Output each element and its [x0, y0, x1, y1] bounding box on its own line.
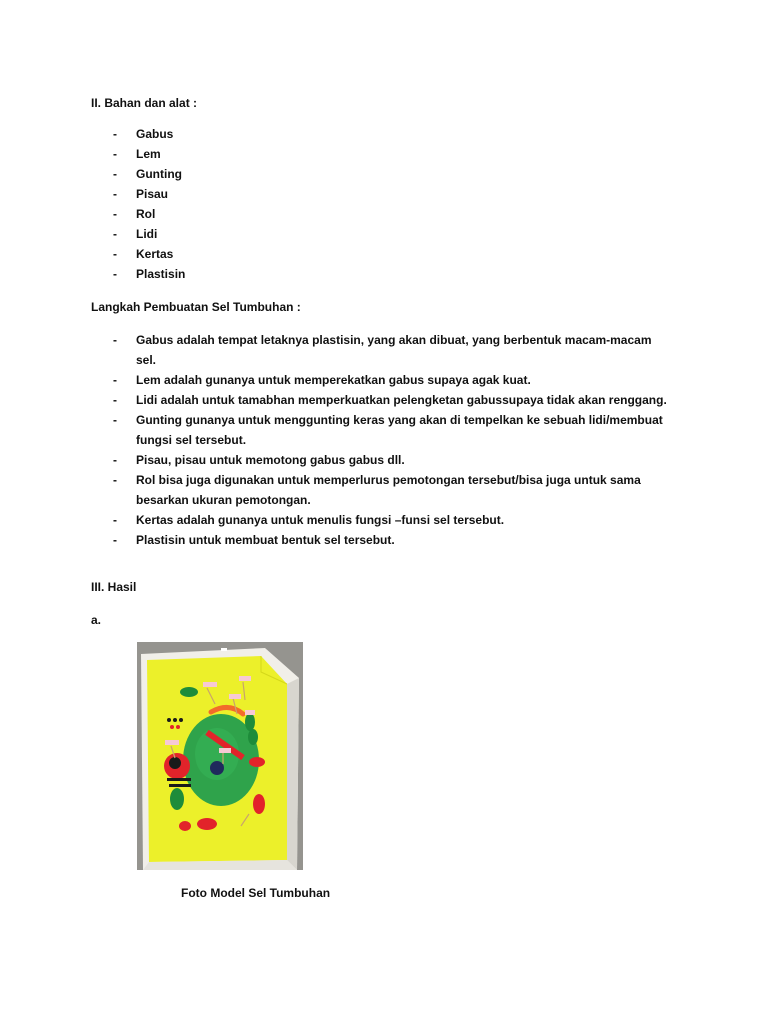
section-heading-langkah: Langkah Pembuatan Sel Tumbuhan : [91, 300, 301, 314]
list-item: - Lidi adalah untuk tamabhan memperkuatkan pelengketan gabussupaya tidak akan renggang. [113, 390, 673, 410]
sub-heading-a: a. [91, 613, 102, 627]
list-item: - Rol bisa juga digunakan untuk memperlurus pemotongan tersebut/bisa juga untuk sama besarkan ukuran pemotongan. [113, 470, 673, 510]
photo-caption: Foto Model Sel Tumbuhan [181, 886, 331, 900]
list-item: - Lem adalah gunanya untuk memperekatkan gabus supaya agak kuat. [113, 370, 673, 390]
list-item: - Lidi [113, 224, 185, 244]
list-item: - Gabus adalah tempat letaknya plastisin, yang akan dibuat, yang berbentuk macam-macam sel. [113, 330, 673, 370]
list-item: - Gabus [113, 124, 185, 144]
list-item: - Lem [113, 144, 185, 164]
steps-list [113, 330, 673, 550]
list-item: - Pisau, pisau untuk memotong gabus gabus dll. [113, 450, 673, 470]
list-item: - Pisau [113, 184, 185, 204]
plant-cell-model-photo [137, 642, 303, 870]
list-item: - Gunting gunanya untuk menggunting keras yang akan di tempelkan ke sebuah lidi/membuat fungsi sel tersebut. [113, 410, 673, 450]
list-item: - Rol [113, 204, 185, 224]
section-heading-bahan-alat: II. Bahan dan alat : [91, 96, 198, 110]
list-item: - Kertas adalah gunanya untuk menulis fungsi –funsi sel tersebut. [113, 510, 673, 530]
list-item: - Kertas [113, 244, 185, 264]
list-item: - Plastisin untuk membuat bentuk sel tersebut. [113, 530, 673, 550]
tools-list [113, 124, 185, 284]
section-heading-hasil: III. Hasil [91, 580, 137, 594]
list-item: - Gunting [113, 164, 185, 184]
list-item: - Plastisin [113, 264, 185, 284]
